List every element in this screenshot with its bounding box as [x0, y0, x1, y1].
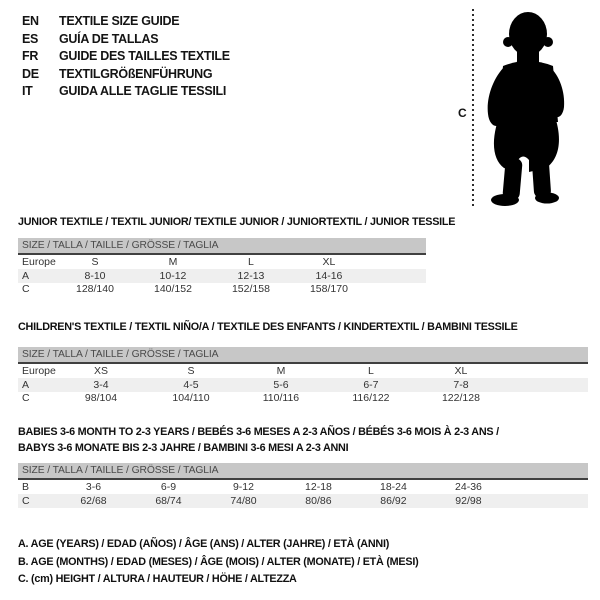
- size-header-bar: SIZE / TALLA / TAILLE / GRÖSSE / TAGLIA: [18, 347, 588, 363]
- spacer-cell: [506, 494, 588, 508]
- section-title-children: [18, 320, 518, 336]
- column-header-cell: M: [276, 364, 286, 377]
- footnote-line: A. AGE (YEARS) / EDAD (AÑOS) / ÂGE (ANS) / ALTER (JAHRE) / ETÀ (ANNI): [18, 538, 390, 550]
- value-cell: 80/86: [305, 494, 332, 507]
- value-cell: 122/128: [441, 392, 480, 405]
- column-header-cell: XS: [93, 364, 108, 377]
- language-code: EN: [22, 14, 39, 28]
- language-title: TEXTILGRÖßENFÜHRUNG: [59, 66, 213, 81]
- value-cell: 8-10: [84, 269, 106, 282]
- baby-silhouette-icon: [483, 8, 571, 210]
- height-measure-line: [472, 9, 474, 209]
- spacer-cell: [368, 283, 426, 297]
- section-title-babies: [18, 425, 499, 456]
- size-header-bar: SIZE / TALLA / TAILLE / GRÖSSE / TAGLIA: [18, 238, 426, 254]
- footnote-line: C. (cm) HEIGHT / ALTURA / HAUTEUR / HÖHE / ALTEZZA: [18, 573, 297, 585]
- language-row: [22, 66, 230, 84]
- table-row: [18, 378, 588, 392]
- spacer-cell: [506, 479, 588, 494]
- language-row: [22, 48, 230, 66]
- value-cell: 98/104: [84, 392, 118, 405]
- value-cell: 158/170: [309, 283, 348, 296]
- spacer-cell: [368, 269, 426, 283]
- language-list: [22, 13, 230, 101]
- table-row: [18, 363, 588, 378]
- value-cell: 4-5: [183, 378, 199, 391]
- value-cell: 62/68: [80, 494, 107, 507]
- value-cell: 12-18: [305, 480, 332, 493]
- section-title-junior: [18, 215, 455, 231]
- language-row: [22, 31, 230, 49]
- language-title: GUÍA DE TALLAS: [59, 31, 159, 46]
- row-label-cell: C: [22, 283, 30, 296]
- value-cell: 110/116: [262, 392, 300, 405]
- language-code: ES: [22, 31, 39, 46]
- value-cell: 92/98: [455, 494, 482, 507]
- column-header-cell: XL: [322, 255, 336, 268]
- table-row: [18, 254, 426, 269]
- section-title-line: BABIES 3-6 MONTH TO 2-3 YEARS / BEBÉS 3-6 MESES A 2-3 AÑOS / BÉBÉS 3-6 MOIS À 2-3 ANS /: [18, 426, 499, 438]
- value-cell: 86/92: [380, 494, 407, 507]
- value-cell: 14-16: [315, 269, 343, 282]
- spacer-cell: [506, 363, 588, 378]
- value-cell: 3-4: [93, 378, 109, 391]
- language-code: IT: [22, 84, 33, 99]
- language-code: DE: [22, 66, 39, 81]
- table-row: [18, 283, 426, 297]
- section-title-line: JUNIOR TEXTILE / TEXTIL JUNIOR/ TEXTILE JUNIOR / JUNIORTEXTIL / JUNIOR TESSILE: [18, 216, 456, 228]
- size-header-bar: SIZE / TALLA / TAILLE / GRÖSSE / TAGLIA: [18, 463, 588, 479]
- table-row: [18, 392, 588, 406]
- section-title-line: CHILDREN'S TEXTILE / TEXTIL NIÑO/A / TEXTILE DES ENFANTS / KINDERTEXTIL / BAMBINI TESSILE: [18, 321, 518, 333]
- row-label-cell: B: [22, 480, 30, 493]
- column-header-cell: L: [368, 364, 374, 377]
- height-measure-label: C: [458, 106, 467, 120]
- value-cell: 6-7: [363, 378, 379, 391]
- language-title: TEXTILE SIZE GUIDE: [59, 14, 180, 28]
- baby-figure: [450, 4, 596, 216]
- value-cell: 9-12: [232, 480, 254, 493]
- size-table-children: [18, 347, 588, 405]
- value-cell: 12-13: [237, 269, 265, 282]
- value-cell: 3-6: [85, 480, 102, 493]
- size-table-junior: [18, 238, 426, 296]
- spacer-cell: [506, 392, 588, 406]
- size-table-babies: [18, 463, 588, 508]
- language-row: [22, 83, 230, 101]
- column-header-cell: L: [248, 255, 254, 268]
- language-title: GUIDE DES TAILLES TEXTILE: [59, 49, 230, 64]
- row-label-cell: C: [22, 494, 30, 507]
- spacer-cell: [506, 378, 588, 392]
- value-cell: 74/80: [230, 494, 257, 507]
- value-cell: 104/110: [172, 392, 210, 405]
- value-cell: 24-36: [455, 480, 482, 493]
- language-row: [22, 13, 230, 31]
- column-header-cell: S: [187, 364, 195, 377]
- language-title: GUIDA ALLE TAGLIE TESSILI: [59, 84, 227, 99]
- table-row: [18, 494, 588, 508]
- value-cell: 6-9: [160, 480, 177, 493]
- row-label-cell: Europe: [22, 364, 56, 377]
- row-label-cell: C: [22, 392, 30, 405]
- language-code: FR: [22, 49, 39, 64]
- value-cell: 18-24: [380, 480, 407, 493]
- value-cell: 140/152: [153, 283, 192, 296]
- value-cell: 7-8: [453, 378, 469, 391]
- table-row: [18, 269, 426, 283]
- table-row: [18, 479, 588, 494]
- column-header-cell: S: [91, 255, 99, 268]
- value-cell: 10-12: [159, 269, 187, 282]
- value-cell: 152/158: [231, 283, 270, 296]
- spacer-cell: [368, 254, 426, 269]
- row-label-cell: A: [22, 378, 30, 391]
- value-cell: 116/122: [352, 392, 390, 405]
- column-header-cell: XL: [454, 364, 468, 377]
- value-cell: 5-6: [273, 378, 289, 391]
- value-cell: 68/74: [155, 494, 182, 507]
- value-cell: 128/140: [76, 283, 114, 296]
- footnote-line: B. AGE (MONTHS) / EDAD (MESES) / ÂGE (MOIS) / ALTER (MONATE) / ETÀ (MESI): [18, 555, 419, 568]
- footnotes: [18, 536, 418, 589]
- section-title-line: BABYS 3-6 MONATE BIS 2-3 JAHRE / BAMBINI 3-6 MESI A 2-3 ANNI: [18, 441, 349, 454]
- row-label-cell: Europe: [22, 255, 56, 268]
- column-header-cell: M: [168, 255, 178, 268]
- row-label-cell: A: [22, 269, 30, 282]
